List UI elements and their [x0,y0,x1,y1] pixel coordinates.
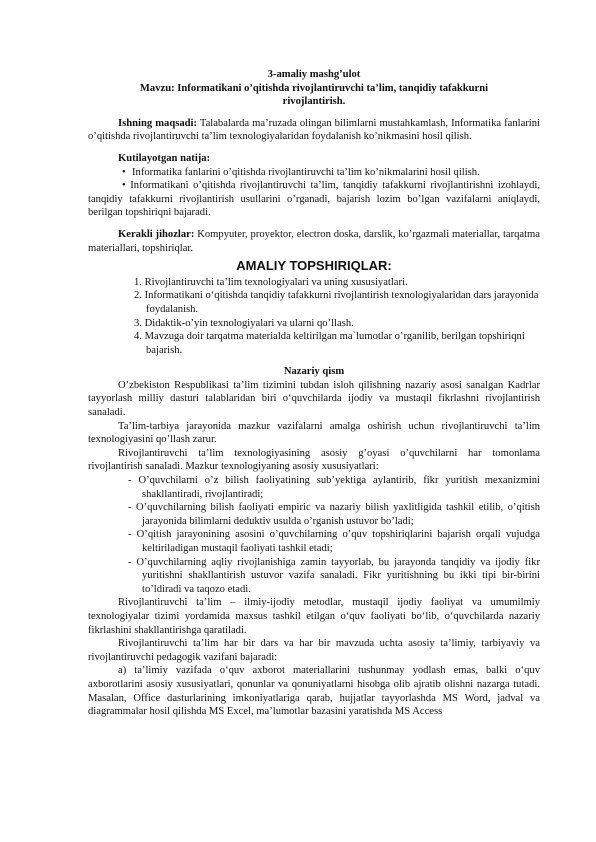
theory-heading: Nazariy qism [283,366,345,378]
aim-text: Talabalarda ma’ruzada olingan bilimlarni mustahkamlash, Informatika fanlarini o’qitishda rivojlantiruvchi ta’lim texnologiyalaridan foydalanish ko’nikmasini hosil qilish. [88,117,540,143]
equipment-paragraph [88,228,540,255]
bullet-icon: • [122,180,131,192]
result-item: • Informatika fanlarini o’qitishda rivojlantiruvchi ta’lim ko’nikmalarini hosil qilish. [122,166,480,178]
theory-paragraph: a) ta’limiy vazifada o‘quv axborot materiallarini tushunmay yodlash emas, balki o‘quv axborotlarini asosiy xususiyatlari, qonunlar va qonuniyatlarni hisobga olib ajratib olishni nazarga tutadi. Masalan, Office dasturlarining imkoniyatlariga qarab, hujjatlar tayyorlashda MS Word, jadval va diagrammalar hosil qilishda MS Excel, ma’lumotlar bazasini yaratishda MS Access [88,665,540,718]
tasks-heading: AMALIY TOPSHIRIQLAR: [236,258,392,274]
topic-line: Mavzu: Informatikani o’qitishda rivojlantiruvchi ta’lim, tanqidiy tafakkurni rivojlantirish. [139,82,489,108]
equipment-text: Kompyuter, proyektor, electron doska, darslik, ko’rgazmali materiallar, tarqatma materiallari, topshiriqlar. [88,228,540,254]
theory-paragraph: Ta’lim-tarbiya jarayonida mazkur vazifalarni amalga oshirish uchun rivojlantiruvchi ta’lim texnologiyasini qo’llash zarur. [88,420,540,446]
task-item: 4. Mavzuga doir tarqatma materialda keltirilgan ma`lumotlar o’rganilib, berilgan topshiriqni bajarish. [134,331,525,356]
result-item: • Informatikani o’qitishda rivojlantiruvchi ta’lim, tanqidiy tafakkurni rivojlantirishni izohlaydi, tanqidiy tafakkurni rivojlantirish usullarini o’rganadi, bajarish lozim bo’lgan vazifalarni aniqlaydi, berilgan topshiriqni bajaradi. [88,180,541,219]
theory-paragraph: O’zbekiston Respublikasi ta’lim tizimini tubdan isloh qilishning nazariy asosi sanalgan Kadrlar tayyorlash milliy dasturi talablaridan biri o‘quvchilarda ijodiy va mustaqil fikrlashni rivojlantirish sanaladi. [88,379,540,419]
bullet-icon: • [122,166,126,178]
task-item: 1. Rivojlantiruvchi ta’lim texnologiyalari va uning xususiyatlari. [134,276,408,288]
tasks-list [88,276,540,358]
task-item: 2. Informatikani o‘qitishda tanqidiy tafakkurni rivojlantirish texnologiyalaridan dars jarayonida foydalanish. [134,290,539,315]
results-label: Kutilayotgan natija: [118,152,211,164]
aim-label: Ishning maqsadi: [118,117,197,129]
theory-paragraph: Rivojlantiruvchi ta’lim – ilmiy-ijodiy metodlar, mustaqil ijodiy faoliyat va umumilmiy texnologiyalar tizimi yordamida maxsus tashkil etilgan o‘quv faoliyati bo‘lib, o‘quvchilarda nazariy fikrlashini shakllantirishga qaratiladi. [88,597,540,636]
equipment-label: Kerakli jihozlar: [118,228,195,240]
theory-paragraph: Rivojlantiruvchi ta’lim har bir dars va har bir mavzuda uchta asosiy ta’limiy, tarbiyaviy va rivojlantiruvchi pedagogik vazifani bajaradi: [88,638,540,663]
aim-paragraph [88,117,540,144]
task-item: 3. Didaktik-o’yin texnologiyalari va ularni qo’llash. [134,317,354,329]
theory-paragraph: Rivojlantiruvchi ta’lim texnologiyasining asosiy g’oyasi o’quvchilarni har tomonlama rivojlantirish sanaladi. Mazkur texnologiyaning asosiy xususiyatlari: [88,447,540,473]
page-title: 3-amaliy mashg’ulot [267,69,361,80]
feature-item: - O’qitish jarayonining asosini o’quvchilarning o’quv topshiriqlarini bajarish orqali vujudga keltiriladigan mustaqil faoliyati tashkil etadi; [128,529,540,554]
feature-item: - O’quvchilarning bilish faoliyati empiric va nazariy bilish yaxlitligida tashkil etilib, o’qitish jarayonida bilimlarni deduktiv usulda o’rganish ustuvor bo’ladi; [128,502,540,527]
feature-item: - O’quvchilarning aqliy rivojlanishiga zamin tayyorlab, bu jarayonda tanqidiy va ijodiy fikr yuritishni shakllantirish ustuvor vazifa sanaladi. Fikr yuritishning bu ikki tipi bir-birini to’ldiradi va taqozo etadi. [128,556,540,595]
feature-item: - O’quvchilarni o’z bilish faoliyatining sub’yektiga aylantirib, fikr yuritish mexanizmini shakllantiradi, rivojlantiradi; [128,475,540,500]
